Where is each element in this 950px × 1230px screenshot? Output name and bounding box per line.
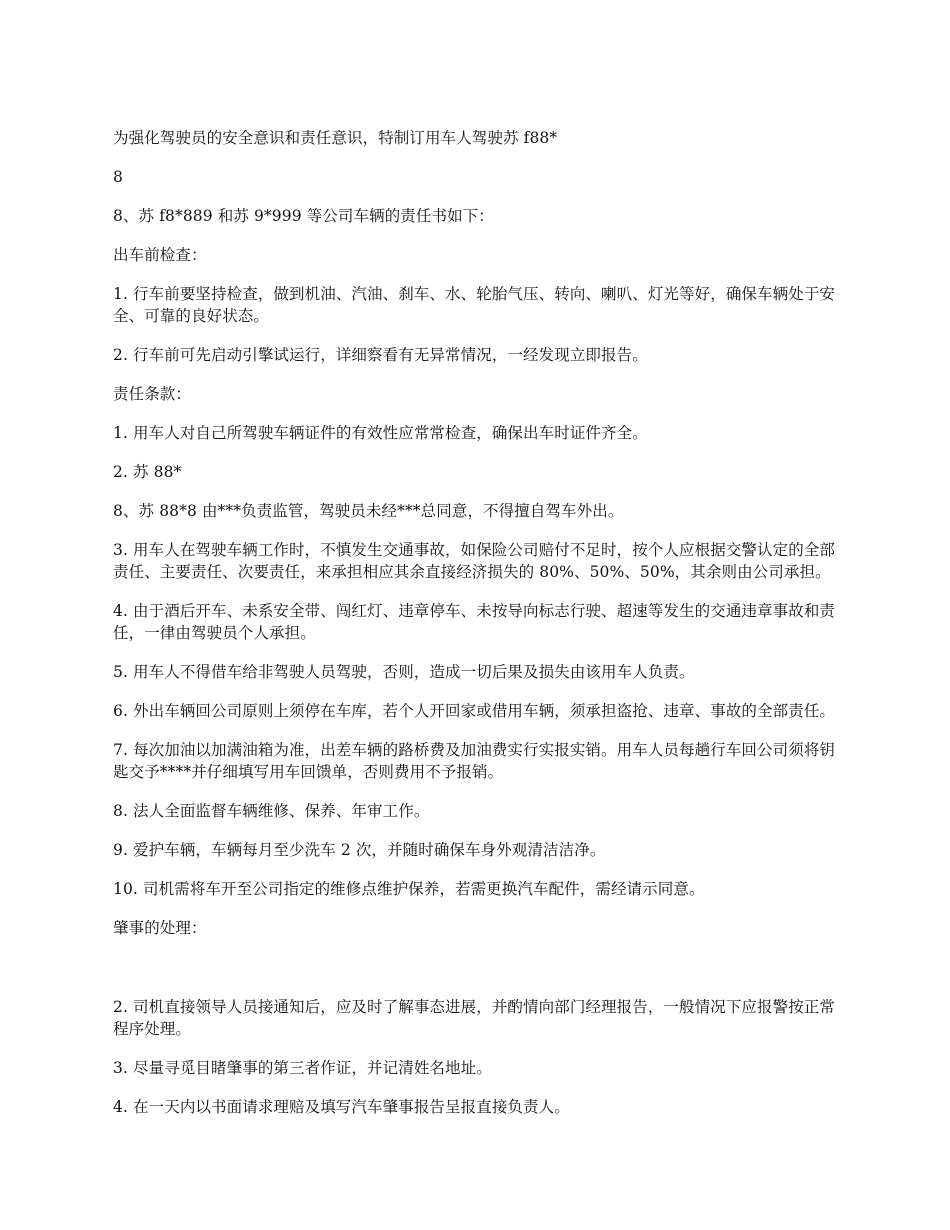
paragraph-term-1: 1. 用车人对自己所驾驶车辆证件的有效性应常常检查，确保出车时证件齐全。 bbox=[113, 424, 648, 442]
paragraph-term-2b: 8、苏 88*8 由***负责监管，驾驶员未经***总同意，不得擅自驾车外出。 bbox=[113, 502, 624, 520]
paragraph-term-2a: 2. 苏 88* bbox=[113, 463, 182, 481]
document-body bbox=[113, 127, 840, 1135]
paragraph-term-6: 6. 外出车辆回公司原则上须停在车库，若个人开回家或借用车辆，须承担盗抢、违章、事故的全部责任。 bbox=[113, 702, 836, 720]
paragraph-term-10: 10. 司机需将车开至公司指定的维修点维护保养，若需更换汽车配件，需经请示同意。 bbox=[113, 880, 705, 898]
paragraph-term-8: 8. 法人全面监督车辆维修、保养、年审工作。 bbox=[113, 802, 430, 820]
paragraph-term-7: 7. 每次加油以加满油箱为准，出差车辆的路桥费及加油费实行实报实销。用车人员每趟行车回公司须将钥匙交予****并仔细填写用车回馈单，否则费用不予报销。 bbox=[113, 741, 836, 781]
blank-gap bbox=[113, 956, 840, 996]
paragraph-intro: 为强化驾驶员的安全意识和责任意识，特制订用车人驾驶苏 f88* bbox=[113, 129, 558, 147]
paragraph-check-1: 1. 行车前要坚持检查，做到机油、汽油、刹车、水、轮胎气压、转向、喇叭、灯光等好，确保车辆处于安全、可靠的良好状态。 bbox=[113, 285, 836, 325]
paragraph-accident-3: 3. 尽量寻觅目睹肇事的第三者作证，并记清姓名地址。 bbox=[113, 1059, 492, 1077]
paragraph-accident-2: 2. 司机直接领导人员接通知后，应及时了解事态进展，并酌情向部门经理报告，一般情况下应报警按正常程序处理。 bbox=[113, 998, 836, 1038]
paragraph-term-3: 3. 用车人在驾驶车辆工作时，不慎发生交通事故，如保险公司赔付不足时，按个人应根据交警认定的全部责任、主要责任、次要责任，来承担相应其余直接经济损失的 80%、50%、50%，其余则由公司承担。 bbox=[113, 541, 836, 581]
heading-responsibility-terms: 责任条款： bbox=[113, 385, 192, 403]
paragraph-term-9: 9. 爱护车辆，车辆每月至少洗车 2 次，并随时确保车身外观清洁洁净。 bbox=[113, 841, 606, 859]
paragraph-check-2: 2. 行车前可先启动引擎试运行，详细察看有无异常情况，一经发现立即报告。 bbox=[113, 346, 648, 364]
paragraph-accident-4: 4. 在一天内以书面请求理赔及填写汽车肇事报告呈报直接负责人。 bbox=[113, 1098, 570, 1116]
paragraph-term-5: 5. 用车人不得借车给非驾驶人员驾驶，否则，造成一切后果及损失由该用车人负责。 bbox=[113, 663, 695, 681]
paragraph-term-4: 4. 由于酒后开车、未系安全带、闯红灯、违章停车、未按导向标志行驶、超速等发生的交通违章事故和责任，一律由驾驶员个人承担。 bbox=[113, 602, 836, 642]
heading-accident-handling: 肇事的处理： bbox=[113, 919, 207, 937]
paragraph-plate-fragment: 8 bbox=[113, 168, 123, 186]
paragraph-vehicle-list: 8、苏 f8*889 和苏 9*999 等公司车辆的责任书如下： bbox=[113, 207, 494, 225]
heading-pre-drive-check: 出车前检查： bbox=[113, 246, 207, 264]
